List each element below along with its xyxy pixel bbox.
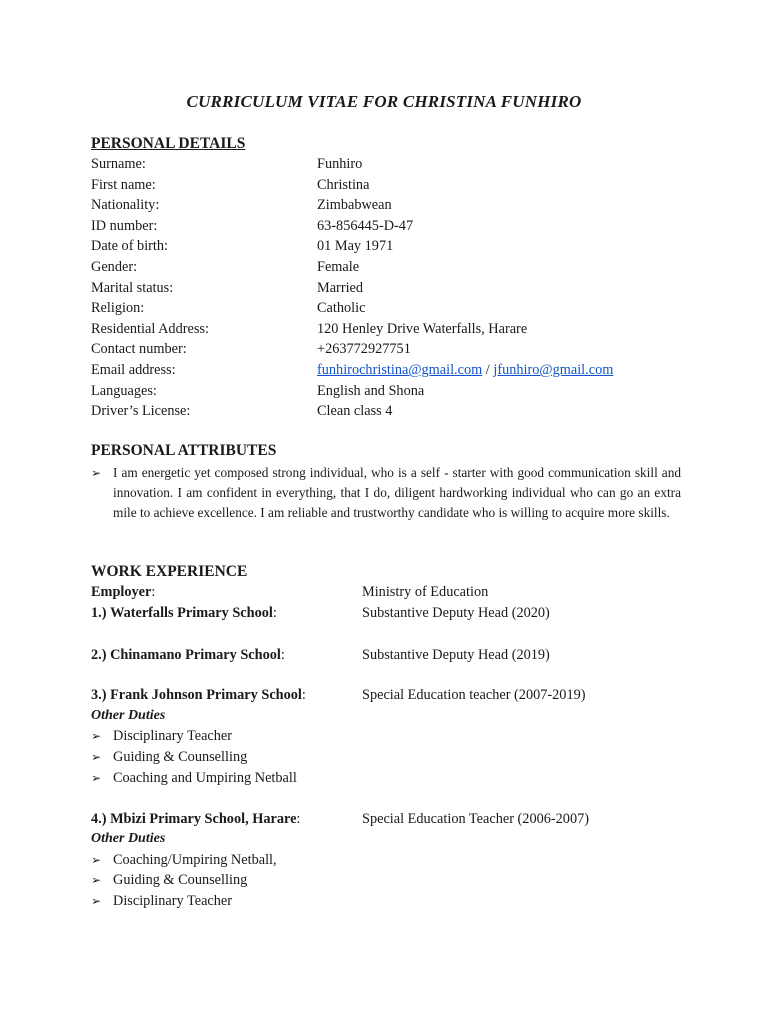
detail-row-email [91,360,691,381]
detail-label: Driver’s License: [91,403,191,420]
other-duties-heading: Other Duties [91,831,166,847]
list-item: ➢ Disciplinary Teacher [91,726,691,747]
detail-value: +263772927751 [317,341,411,358]
job-school: 4.) Mbizi Primary School, Harare: [91,810,301,827]
arrow-bullet-icon: ➢ [91,729,102,744]
work-experience-heading: WORK EXPERIENCE [91,563,248,580]
job-role: Special Education teacher (2007-2019) [362,687,586,704]
job-row [91,645,691,666]
detail-label: Residential Address: [91,320,209,337]
detail-label: Email address: [91,361,176,378]
detail-label: Religion: [91,300,145,317]
detail-row-id-number [91,216,691,237]
arrow-bullet-icon: ➢ [91,893,102,908]
arrow-bullet-icon: ➢ [91,873,102,888]
detail-row-languages [91,381,691,402]
job-school: 2.) Chinamano Primary School: [91,646,285,663]
list-item: ➢ Coaching/Umpiring Netball, [91,850,691,871]
detail-label: Gender: [91,258,138,275]
detail-row-contact-number [91,339,691,360]
list-item: ➢ Guiding & Counselling [91,747,691,768]
detail-label: Nationality: [91,197,160,214]
detail-value: Zimbabwean [317,197,392,214]
detail-row-marital-status [91,278,691,299]
detail-value: English and Shona [317,382,425,399]
arrow-bullet-icon: ➢ [91,770,102,785]
detail-value: 120 Henley Drive Waterfalls, Harare [317,320,528,337]
detail-value: Clean class 4 [317,403,393,420]
detail-label: Surname: [91,156,146,172]
email-link-primary[interactable]: funhirochristina@gmail.com [317,361,483,378]
detail-row-license [91,401,691,422]
job-school: 1.) Waterfalls Primary School: [91,604,277,621]
detail-row-date-of-birth [91,236,691,257]
job-row [91,809,691,830]
arrow-bullet-icon: ➢ [91,466,102,480]
detail-label: Marital status: [91,279,174,296]
document-title: CURRICULUM VITAE FOR CHRISTINA FUNHIRO [186,92,582,111]
detail-row-first-name [91,175,691,196]
detail-label: Date of birth: [91,238,169,255]
list-item: ➢ Disciplinary Teacher [91,891,691,912]
email-link-secondary[interactable]: jfunhiro@gmail.com [493,361,614,378]
detail-row-nationality [91,195,691,216]
job-role: Substantive Deputy Head (2020) [362,604,550,621]
email-values [317,360,613,381]
detail-row-address [91,319,691,340]
detail-row-gender [91,257,691,278]
job-row [91,685,691,706]
detail-value: Married [317,279,364,296]
work-experience-list [91,582,691,912]
list-item: ➢ Guiding & Counselling [91,870,691,891]
list-item: ➢ Coaching and Umpiring Netball [91,768,691,789]
employer-label: Employer: [91,584,156,600]
attributes-text: I am energetic yet composed strong individual, who is a self - starter with good communication skill and innovation. I am confident in everything, that I do, diligent hardworking individual who can go an extra mile to achieve excellence. I am reliable and trustworthy candidate who is willing to acquire more skills. [113,465,681,521]
personal-attributes-heading: PERSONAL ATTRIBUTES [91,442,277,459]
detail-label: Contact number: [91,341,187,358]
email-separator: / [482,361,494,378]
personal-attributes-list [91,463,681,524]
list-item [91,463,681,524]
job-role: Substantive Deputy Head (2019) [362,646,550,663]
job-school: 3.) Frank Johnson Primary School: [91,687,306,704]
detail-value: Catholic [317,300,366,317]
detail-value: 01 May 1971 [317,238,394,255]
personal-details-heading: PERSONAL DETAILS [91,135,246,152]
arrow-bullet-icon: ➢ [91,852,102,867]
employer-value: Ministry of Education [362,584,489,600]
detail-label: ID number: [91,217,158,234]
detail-value: Christina [317,176,370,193]
detail-row-religion [91,298,691,319]
arrow-bullet-icon: ➢ [91,749,102,764]
other-duties-heading: Other Duties [91,707,166,723]
employer-row [91,582,691,603]
detail-label: First name: [91,176,156,193]
job-row [91,603,691,624]
personal-details-table [91,154,691,422]
detail-value: Female [317,258,360,275]
detail-value: Funhiro [317,156,363,172]
detail-value: 63-856445-D-47 [317,217,414,234]
detail-label: Languages: [91,382,157,399]
detail-row-surname [91,154,691,175]
job-role: Special Education Teacher (2006-2007) [362,810,590,827]
